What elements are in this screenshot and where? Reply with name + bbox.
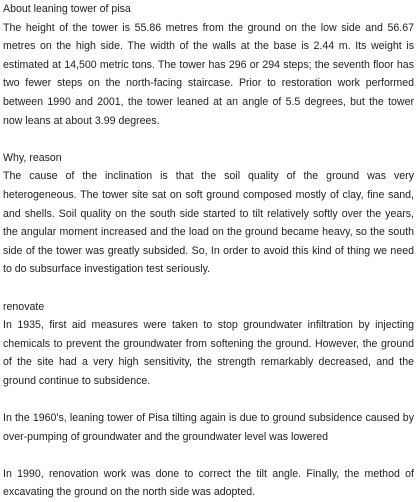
section-heading-renovate: renovate: [3, 298, 414, 317]
section-about: [3, 0, 414, 130]
paragraph-tower-facts: The height of the tower is 55.86 metres from the ground on the low side and 56.67 metres on the high side. The width of the walls at the base is 2.44 m. Its weight is estimated at 14,500 metric tons. The tower has 296 or 294 steps; the seventh floor has two fewer steps on the north-facing staircase. Prior to restoration work performed between 1990 and 2001, the tower leaned at an angle of 5.5 degrees, but the tower now leans at about 3.99 degrees.: [3, 19, 414, 131]
section-heading-about: About leaning tower of pisa: [3, 0, 414, 19]
section-spacer: [3, 130, 414, 149]
paragraph-inclination-cause: The cause of the inclination is that the soil quality of the ground was very heterogeneous. The tower site sat on soft ground composed mostly of clay, fine sand, and shells. Soil quality on the south side started to tilt relatively softly over the years, the angular moment increased and the load on the ground became heavy, so the south side of the tower was greatly subsided. So, In order to avoid this kind of thing we need to do subsurface investigation test seriously.: [3, 167, 414, 279]
section-reason: [3, 149, 414, 279]
section-renovate: [3, 298, 414, 502]
section-spacer: [3, 279, 414, 298]
paragraph-1990-renovation: In 1990, renovation work was done to correct the tilt angle. Finally, the method of excavating the ground on the north side was adopted.: [3, 465, 414, 502]
section-heading-reason: Why, reason: [3, 149, 414, 168]
paragraph-1935-measures: In 1935, first aid measures were taken to stop groundwater infiltration by injecting chemicals to prevent the groundwater from softening the ground. However, the ground of the site had a very high sensitivity, the strength remarkably decreased, and the ground continue to subsidence.: [3, 316, 414, 390]
paragraph-spacer: [3, 446, 414, 465]
paragraph-spacer: [3, 390, 414, 409]
paragraph-1960s-tilting: In the 1960's, leaning tower of Pisa tilting again is due to ground subsidence caused by over-pumping of groundwater and the groundwater level was lowered: [3, 409, 414, 446]
